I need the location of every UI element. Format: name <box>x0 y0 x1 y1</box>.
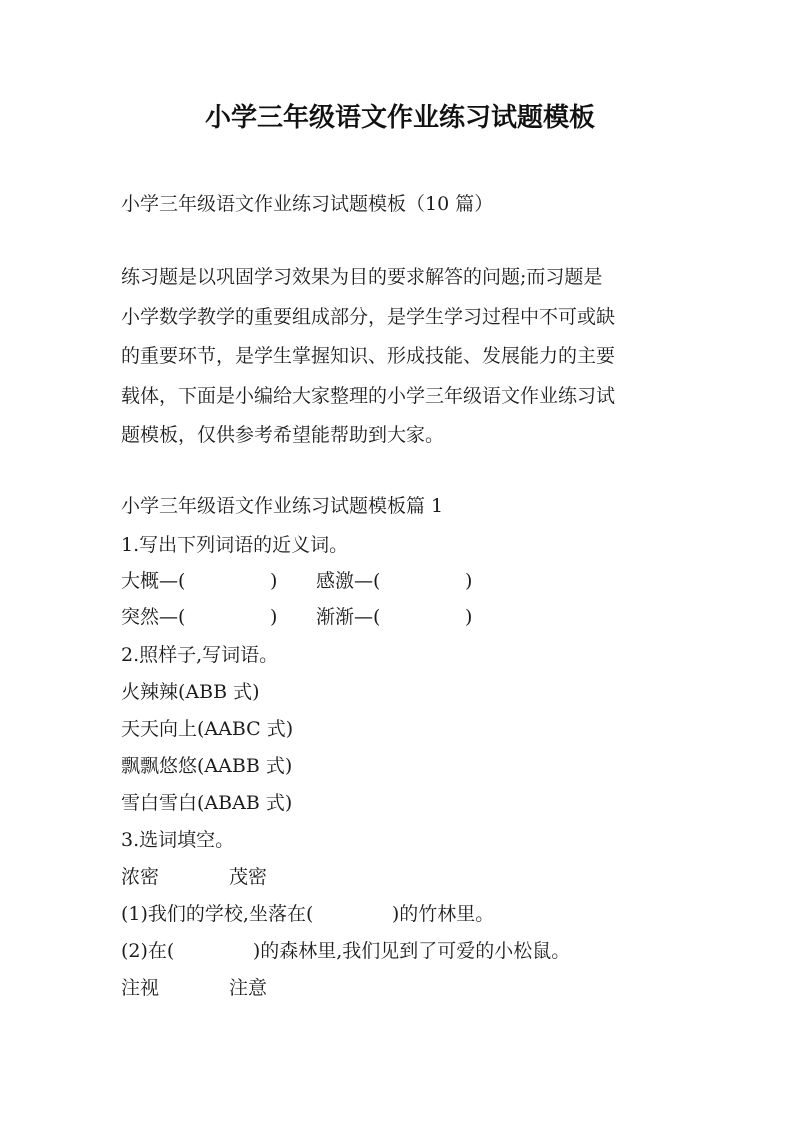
word-choice-row <box>121 975 268 1079</box>
question-3-prompt: 3.选词填空。 <box>121 829 235 851</box>
section-heading: 小学三年级语文作业练习试题模板篇 1 <box>121 495 444 517</box>
question-2-prompt: 2.照样子,写词语。 <box>121 644 279 666</box>
pattern-item: 天天向上(AABC 式) <box>121 718 294 740</box>
fill-sentence: (2)在( )的森林里,我们见到了可爱的小松鼠。 <box>121 940 571 962</box>
word-choice: 注视 <box>121 977 160 999</box>
question-1-prompt: 1.写出下列词语的近义词。 <box>121 534 349 556</box>
pattern-item: 飘飘悠悠(AABB 式) <box>121 755 293 777</box>
intro-line: 载体，下面是小编给大家整理的小学三年级语文作业练习试 <box>121 384 616 407</box>
synonym-blank: 渐渐—( ) <box>316 606 473 628</box>
word-choice: 茂密 <box>229 866 268 888</box>
intro-line: 练习题是以巩固学习效果为目的要求解答的问题;而习题是 <box>121 266 603 288</box>
pattern-item: 火辣辣(ABB 式) <box>121 681 260 703</box>
fill-sentence: (1)我们的学校,坐落在( )的竹林里。 <box>121 903 495 925</box>
word-choice: 浓密 <box>121 866 160 888</box>
intro-line: 的重要环节，是学生掌握知识、形成技能、发展能力的主要 <box>121 345 616 367</box>
intro-line: 小学数学教学的重要组成部分，是学生学习过程中不可或缺 <box>121 305 616 328</box>
word-choice: 注意 <box>229 977 268 999</box>
synonym-blank: 感激—( ) <box>316 570 473 592</box>
page-title: 小学三年级语文作业练习试题模板 <box>204 103 595 133</box>
pattern-item: 雪白雪白(ABAB 式) <box>121 792 293 814</box>
synonym-blank: 突然—( ) <box>121 606 278 628</box>
intro-paragraph <box>121 258 681 456</box>
intro-line: 题模板，仅供参考希望能帮助到大家。 <box>121 424 445 446</box>
document-subtitle: 小学三年级语文作业练习试题模板（10 篇） <box>121 193 494 215</box>
synonym-blank: 大概—( ) <box>121 570 278 592</box>
